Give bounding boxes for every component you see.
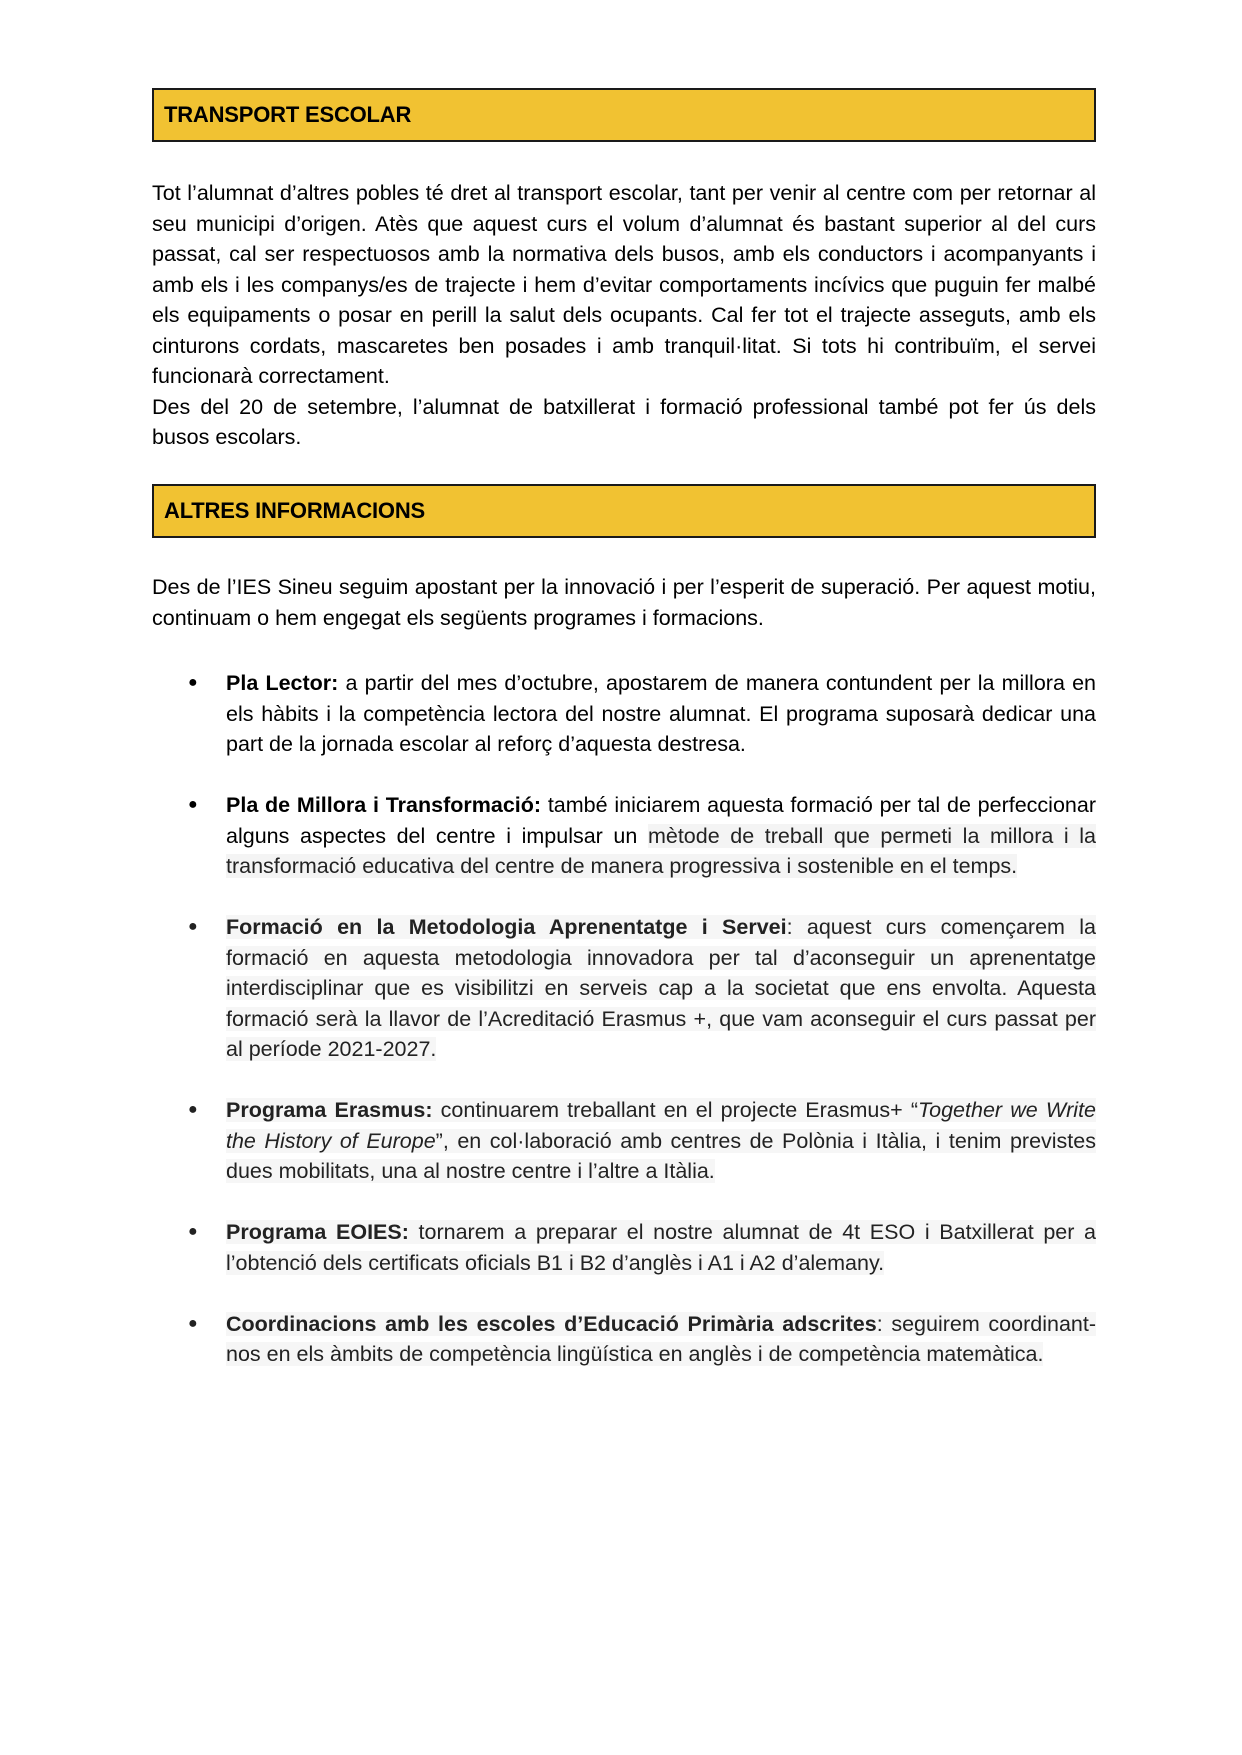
list-item-pla-millora: [152, 790, 1096, 882]
program-title: Programa EOIES:: [226, 1220, 409, 1244]
program-text: : aquest curs començarem la formació en aquesta metodologia innovadora per tal d’aconseguir un aprenentatge interdisciplinar que es visibilitzi en serveis cap a la societat que ens envolta. Aquesta formació serà la llavor de l’Acreditació Erasmus +, que vam aconseguir el curs passat per al període 2021-2027.: [226, 915, 1096, 1061]
program-title: Coordinacions amb les escoles d’Educació Primària adscrites: [226, 1311, 877, 1336]
others-intro: Des de l’IES Sineu seguim apostant per la innovació i per l’esperit de superació. Per aquest motiu, continuam o hem engegat els següents programes i formacions.: [152, 575, 1096, 630]
section-header-others: [152, 484, 1096, 538]
program-text-highlighted: mètode de treball que permeti la millora i la transformació educativa del centre de manera progressiva i sostenible en el temps.: [226, 823, 1097, 878]
program-title: Programa Erasmus:: [226, 1098, 433, 1122]
program-text: a partir del mes d’octubre, apostarem de manera contundent per la millora en els hàbits i la competència lectora del nostre alumnat. El programa suposarà dedicar una part de la jornada escolar al reforç d’aquesta destresa.: [226, 671, 1096, 756]
bullet-icon: ●: [188, 918, 198, 935]
bullet-icon: ●: [188, 1314, 198, 1332]
program-text: continuarem treballant en el projecte Erasmus+ “: [432, 1098, 918, 1122]
transport-paragraph: Tot l’alumnat d’altres pobles té dret al transport escolar, tant per venir al centre com per retornar al seu municipi d’origen. Atès que aquest curs el volum d’alumnat és bastant superior al del curs passat, cal ser respectuosos amb la normativa dels busos, amb els conductors i acompanyants i amb els i les companys/es de trajecte i hem d’evitar comportaments incívics que puguin fer malbé els equipaments o posar en perill la salut dels ocupants. Cal fer tot el trajecte asseguts, amb els cinturons cordats, mascaretes ben posades i amb tranquil·litat. Si tots hi contribuïm, el servei funcionarà correctament.: [152, 181, 1096, 388]
list-item-eoies: [152, 1217, 1096, 1278]
program-text-after: ”, en col·laboració amb centres de Polònia i Itàlia, i tenim previstes dues mobilitats, una al nostre centre i l’altre a Itàlia.: [226, 1128, 1096, 1183]
document-page: [152, 88, 1097, 1366]
section-title: TRANSPORT ESCOLAR: [164, 102, 412, 127]
bullet-icon: ●: [188, 796, 198, 813]
section-title: ALTRES INFORMACIONS: [164, 498, 426, 523]
program-title: Pla de Millora i Transformació:: [226, 793, 542, 817]
program-text: també iniciarem aquesta formació per tal de perfeccionar alguns aspectes del centre i impulsar un: [226, 793, 1096, 848]
list-item-pla-lector: [152, 668, 1096, 760]
bullet-icon: ●: [188, 1223, 198, 1240]
program-title: Pla Lector:: [226, 671, 339, 695]
list-item-aprenentatge-servei: [152, 912, 1096, 1065]
project-name: Together we Write the History of Europe: [226, 1098, 1097, 1153]
section-header-transport: [152, 88, 1096, 142]
list-item-erasmus: [152, 1095, 1096, 1187]
transport-paragraph-2: Des del 20 de setembre, l’alumnat de batxillerat i formació professional també pot fer ús dels busos escolars.: [152, 394, 1096, 449]
bullet-icon: ●: [188, 1101, 198, 1118]
programs-list: [152, 668, 1096, 1400]
list-item-coordinacions: [152, 1309, 1096, 1370]
program-title: Formació en la Metodologia Aprenentatge i Servei: [226, 915, 787, 939]
program-text: tornarem a preparar el nostre alumnat de 4t ESO i Batxillerat per a l’obtenció dels certificats oficials B1 i B2 d’anglès i A1 i A2 d’alemany.: [226, 1220, 1096, 1275]
program-text: : seguirem coordinant-nos en els àmbits de competència lingüística en anglès i de competència matemàtica.: [226, 1311, 1096, 1366]
bullet-icon: ●: [188, 674, 198, 691]
